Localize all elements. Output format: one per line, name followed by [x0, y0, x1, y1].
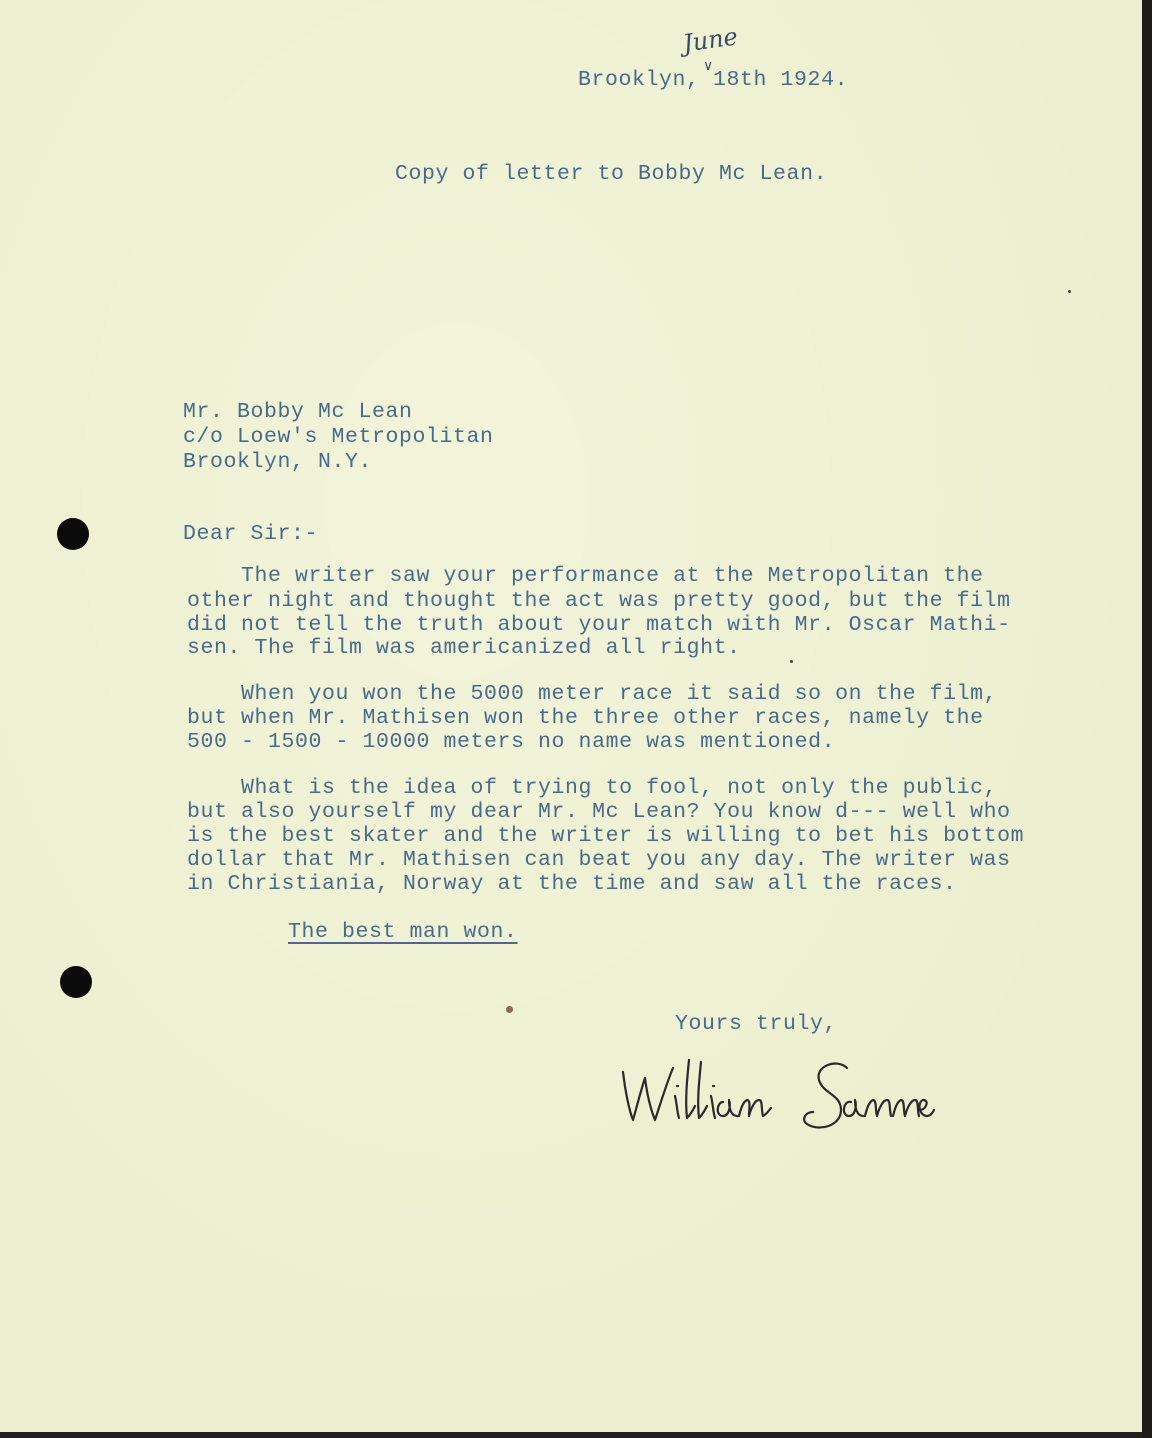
paragraph-3-line: What is the idea of trying to fool, not only the public,: [187, 776, 998, 800]
paragraph-2-line: When you won the 5000 meter race it said so on the film,: [187, 682, 998, 706]
insert-caret-mark: ∨: [703, 58, 714, 74]
date-prefix: Brooklyn,: [578, 68, 700, 92]
paragraph-2-line: 500 - 1500 - 10000 meters no name was mentioned.: [187, 730, 836, 754]
handwritten-signature: [615, 1050, 935, 1160]
date-suffix: 18th 1924.: [713, 68, 849, 92]
paragraph-1-line: did not tell the truth about your match with Mr. Oscar Mathi-: [187, 613, 1011, 637]
addressee-line-3: Brooklyn, N.Y.: [183, 450, 373, 474]
paragraph-3-line: is the best skater and the writer is willing to bet his bottom: [187, 824, 1025, 848]
closing-statement: The best man won.: [288, 920, 518, 944]
paper-stain: [506, 1006, 513, 1013]
paragraph-1-line: sen. The film was americanized all right.: [187, 636, 741, 660]
paragraph-3-line: in Christiania, Norway at the time and saw all the races.: [187, 872, 957, 896]
punch-hole-top: [57, 518, 89, 550]
paragraph-2-line: but when Mr. Mathisen won the three other races, namely the: [187, 706, 984, 730]
punch-hole-bottom: [60, 966, 92, 998]
scan-border: [1142, 0, 1152, 1438]
paragraph-1-line: The writer saw your performance at the Metropolitan the: [187, 564, 984, 588]
handwritten-month: June: [681, 22, 740, 58]
paragraph-3-line: dollar that Mr. Mathisen can beat you any day. The writer was: [187, 848, 1011, 872]
paper-speck: [790, 660, 793, 663]
addressee-line-1: Mr. Bobby Mc Lean: [183, 400, 413, 424]
paragraph-3-line: but also yourself my dear Mr. Mc Lean? You know d--- well who: [187, 800, 1011, 824]
letter-heading: Copy of letter to Bobby Mc Lean.: [395, 162, 828, 186]
salutation: Dear Sir:-: [183, 522, 319, 546]
paragraph-1-line: other night and thought the act was pretty good, but the film: [187, 589, 1011, 613]
addressee-line-2: c/o Loew's Metropolitan: [183, 425, 494, 449]
paper-speck: [1068, 290, 1071, 293]
valediction: Yours truly,: [675, 1012, 838, 1036]
